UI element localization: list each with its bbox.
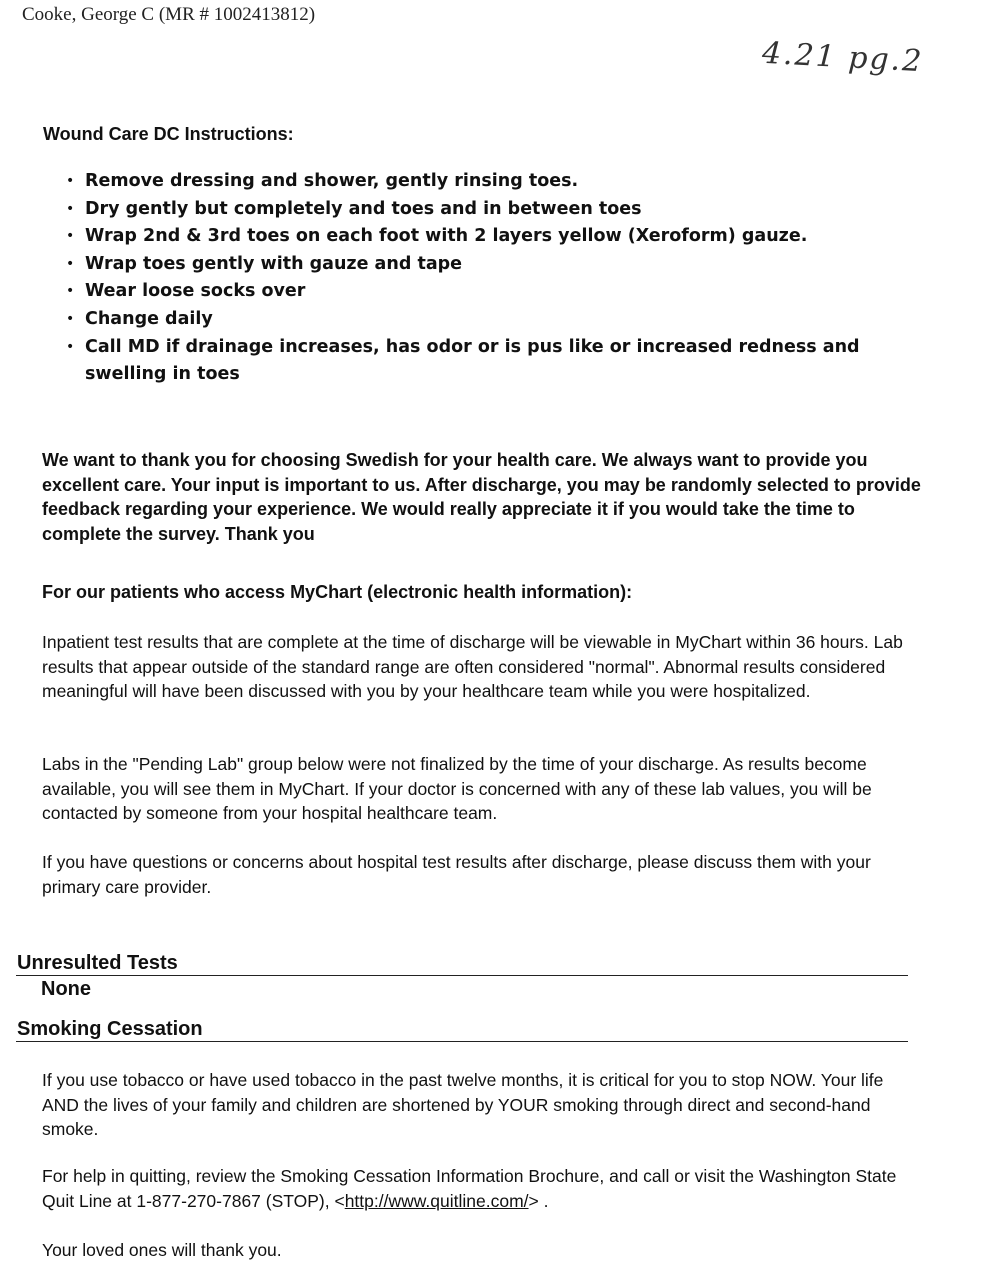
section-divider [16,1041,908,1042]
quitline-link[interactable]: http://www.quitline.com/ [344,1190,529,1211]
mychart-paragraph-results: Inpatient test results that are complete at the time of discharge will be viewable in MyChart within 36 hours. Lab results that appear outside of the standard range are often considered "normal". Abnormal results considered meaningful will have been discussed with you by your healthcare team while you were hospitalized. [42,632,903,701]
wound-care-list [66,168,886,389]
smoking-paragraph-warning: If you use tobacco or have used tobacco in the past twelve months, it is critical for you to stop NOW. Your life AND the lives of your family and children are shortened by YOUR smoking through direct and second-hand smoke. [42,1070,884,1139]
thank-you-paragraph: We want to thank you for choosing Swedish for your health care. We always want to provide you excellent care. Your input is important to us. After discharge, you may be randomly selected to provide feedback regarding your experience. We would really appreciate it if you would take the time to complete the survey. Thank you [42,450,921,544]
list-item: • Remove dressing and shower, gently rinsing toes. [66,168,886,196]
list-item: • Change daily [66,306,886,334]
wound-care-heading: Wound Care DC Instructions: [43,124,294,144]
list-item: • Wrap toes gently with gauze and tape [66,251,886,279]
list-item: • Wear loose socks over [66,278,886,306]
mychart-heading: For our patients who access MyChart (electronic health information): [42,582,633,602]
unresulted-tests-title: Unresulted Tests [17,952,178,974]
handwritten-page-note: 4.21 pg.2 [761,35,925,80]
mychart-paragraph-pending: Labs in the "Pending Lab" group below were not finalized by the time of your discharge. As results become available, you will see them in MyChart. If your doctor is concerned with any of these lab values, you will be contacted by someone from your hospital healthcare team. [42,754,872,823]
section-divider [16,975,908,976]
unresulted-tests-value: None [41,978,91,1000]
list-item: • Wrap 2nd & 3rd toes on each foot with 2 layers yellow (Xeroform) gauze. [66,223,886,251]
help-text-end: > . [528,1190,549,1211]
list-item: • Dry gently but completely and toes and in between toes [66,196,886,224]
help-text: For help in quitting, review the Smoking Cessation Information Brochure, and call or visit the Washington State Quit Line at 1-877-270-7867 (STOP), < [42,1166,897,1211]
smoking-closing: Your loved ones will thank you. [42,1240,282,1260]
smoking-paragraph-help [42,1164,922,1213]
smoking-cessation-title: Smoking Cessation [17,1018,203,1040]
list-item: • Call MD if drainage increases, has odor or is pus like or increased redness and swelling in toes [66,334,886,389]
patient-header: Cooke, George C (MR # 1002413812) [22,4,316,25]
mychart-paragraph-questions: If you have questions or concerns about hospital test results after discharge, please discuss them with your primary care provider. [42,852,871,897]
